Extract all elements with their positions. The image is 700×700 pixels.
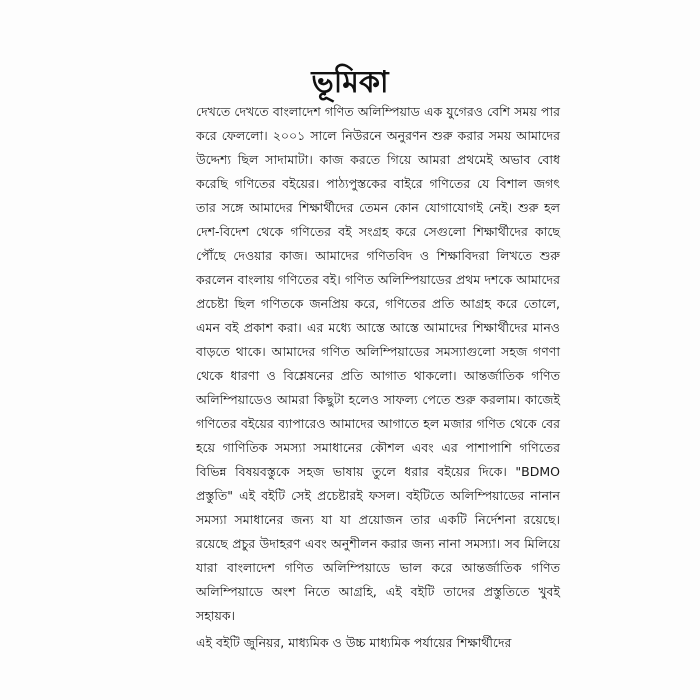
page-title: ভূমিকা: [311, 65, 389, 100]
preface-body: [196, 100, 560, 658]
preface-paragraph-2: এই বইটি জুনিয়র, মাধ্যমিক ও উচ্চ মাধ্যমিক পর্যায়ের শিক্ষার্থীদের: [196, 635, 512, 650]
preface-paragraph-1: দেখতে দেখতে বাংলাদেশ গণিত অলিম্পিয়াড এক যুগেরও বেশি সময় পার করে ফেললো। ২০০১ সালে নিউরনে অনুরণন শুরু করার সময় আমাদের উদ্দেশ্য ছিল সাদামাটা। কাজ করতে গিয়ে আমরা প্রথমেই অভাব বোধ করেছি গণিতের বইয়ের। পাঠ্যপুস্তকের বাইরে গণিতের যে বিশাল জগৎ তার সঙ্গে আমাদের শিক্ষার্থীদের তেমন কোন যোগাযোগই নেই। শুরু হল দেশ-বিদেশ থেকে গণিতের বই সংগ্রহ করে সেগুলো শিক্ষার্থীদের কাছে পৌঁছে দেওয়ার কাজ। আমাদের গণিতবিদ ও শিক্ষাবিদরা লিখতে শুরু করলেন বাংলায় গণিতের বই। গণিত অলিম্পিয়াডের প্রথম দশকে আমাদের প্রচেষ্টা ছিল গণিতকে জনপ্রিয় করে, গণিতের প্রতি আগ্রহ করে তোলে, এমন বই প্রকাশ করা। এর মধ্যে আস্তে আস্তে আমাদের শিক্ষার্থীদের মানও বাড়তে থাকে। আমাদের গণিত অলিম্পিয়াডের সমস্যাগুলো সহজ গণণা থেকে ধারণা ও বিশ্লেষনের প্রতি আগাত থাকলো। আন্তর্জাতিক গণিত অলিম্পিয়াডেও আমরা কিছুটা হলেও সাফল্য পেতে শুরু করলাম। কাজেই গণিতের বইয়ের ব্যাপারেও আমাদের আগাতে হল মজার গণিত থেকে বের হয়ে গাণিতিক সমস্যা সমাধানের কৌশল এবং এর পাশাপাশি গণিতের বিভিন্ন বিষয়বস্তুকে সহজ ভাষায় তুলে ধরার বইয়ের দিকে। "BDMO প্রস্তুতি" এই বইটি সেই প্রচেষ্টারই ফসল। বইটিতে অলিম্পিয়াডের নানান সমস্যা সমাধানের জন্য যা যা প্রয়োজন তার একটি নির্দেশনা রয়েছে। রয়েছে প্রচুর উদাহরণ এবং অনুশীলন করার জন্য নানা সমস্যা। সব মিলিয়ে যারা বাংলাদেশ গণিত অলিম্পিয়াডে ভাল করে আন্তর্জাতিক গণিত অলিম্পিয়াডে অংশ নিতে আগ্রহি, এই বইটি তাদের প্রস্তুতিতে খুবই সহায়ক।: [196, 104, 560, 623]
